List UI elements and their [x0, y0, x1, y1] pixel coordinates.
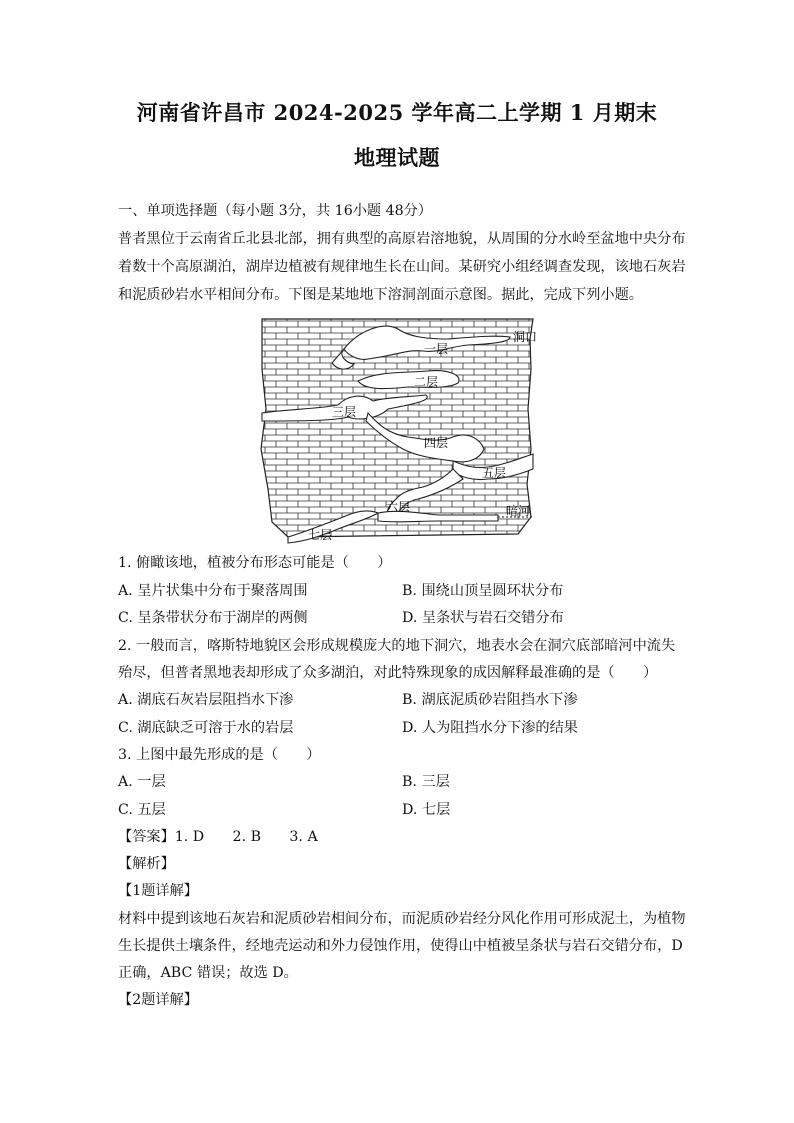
label-layer-7: 七层	[308, 528, 333, 542]
question-1-option-b: B. 围绕山顶呈圆环状分布	[402, 583, 564, 599]
detail-1-line-2: 生长提供土壤条件，经地壳运动和外力侵蚀作用，使得山中植被呈条状与岩石交错分布，D	[118, 938, 683, 954]
detail-1-line-3: 正确，ABC 错误；故选 D。	[118, 965, 298, 981]
section-heading: 一、单项选择题（每小题 3分，共 16小题 48分）	[118, 203, 433, 219]
label-layer-5: 五层	[482, 466, 507, 480]
question-2-option-a: A. 湖底石灰岩层阻挡水下渗	[118, 692, 294, 708]
label-cave-entrance: 洞口	[513, 330, 538, 344]
question-2-option-d: D. 人为阻挡水分下渗的结果	[402, 720, 578, 736]
label-layer-6: 六层	[386, 500, 411, 514]
question-2-stem-line1: 2. 一般而言，喀斯特地貌区会形成规模庞大的地下洞穴，地表水会在洞穴底部暗河中流失	[118, 638, 676, 654]
question-2-option-b: B. 湖底泥质砂岩阻挡水下渗	[402, 692, 578, 708]
analysis-heading: 【解析】	[118, 856, 175, 872]
question-3-option-c: C. 五层	[118, 802, 166, 818]
question-1-option-a: A. 呈片状集中分布于聚落周围	[118, 583, 308, 599]
detail-2-heading: 【2题详解】	[118, 992, 198, 1008]
question-1-option-c: C. 呈条带状分布于湖岸的两侧	[118, 610, 308, 626]
label-underground-river: 暗河	[506, 504, 531, 518]
cave-profile-figure	[248, 309, 548, 549]
question-3-option-b: B. 三层	[402, 774, 450, 790]
question-1-option-d: D. 呈条状与岩石交错分布	[402, 610, 564, 626]
answer-line: 【答案】1. D 2. B 3. A	[118, 829, 318, 845]
passage-line-1: 普者黑位于云南省丘北县北部，拥有典型的高原岩溶地貌，从周围的分水岭至盆地中央分布	[118, 231, 686, 247]
label-layer-3: 三层	[332, 405, 357, 419]
detail-1-heading: 【1题详解】	[118, 883, 198, 899]
passage-line-3: 和泥质砂岩水平相间分布。下图是某地地下溶洞剖面示意图。据此，完成下列小题。	[118, 287, 643, 303]
label-layer-4: 四层	[424, 436, 449, 450]
page-title-line1: 河南省许昌市 2024-2025 学年高二上学期 1 月期末	[136, 100, 658, 125]
question-3-option-d: D. 七层	[402, 802, 451, 818]
question-2-option-c: C. 湖底缺乏可溶于水的岩层	[118, 720, 294, 736]
question-2-stem-line2: 殆尽，但普者黑地表却形成了众多湖泊，对此特殊现象的成因解释最准确的是（ ）	[118, 665, 658, 681]
question-3-stem: 3. 上图中最先形成的是（ ）	[118, 747, 321, 763]
label-layer-2: 二层	[414, 375, 439, 389]
question-1-stem: 1. 俯瞰该地，植被分布形态可能是（ ）	[118, 555, 392, 571]
cave-profile-diagram	[248, 309, 548, 549]
detail-1-line-1: 材料中提到该地石灰岩和泥质砂岩相间分布，而泥质砂岩经分风化作用可形成泥土，为植物	[118, 911, 686, 927]
question-3-option-a: A. 一层	[118, 774, 166, 790]
passage-line-2: 着数十个高原湖泊，湖岸边植被有规律地生长在山间。某研究小组经调查发现，该地石灰岩	[118, 259, 686, 275]
page-title-line2: 地理试题	[354, 145, 440, 170]
label-layer-1: 一层	[424, 342, 449, 356]
